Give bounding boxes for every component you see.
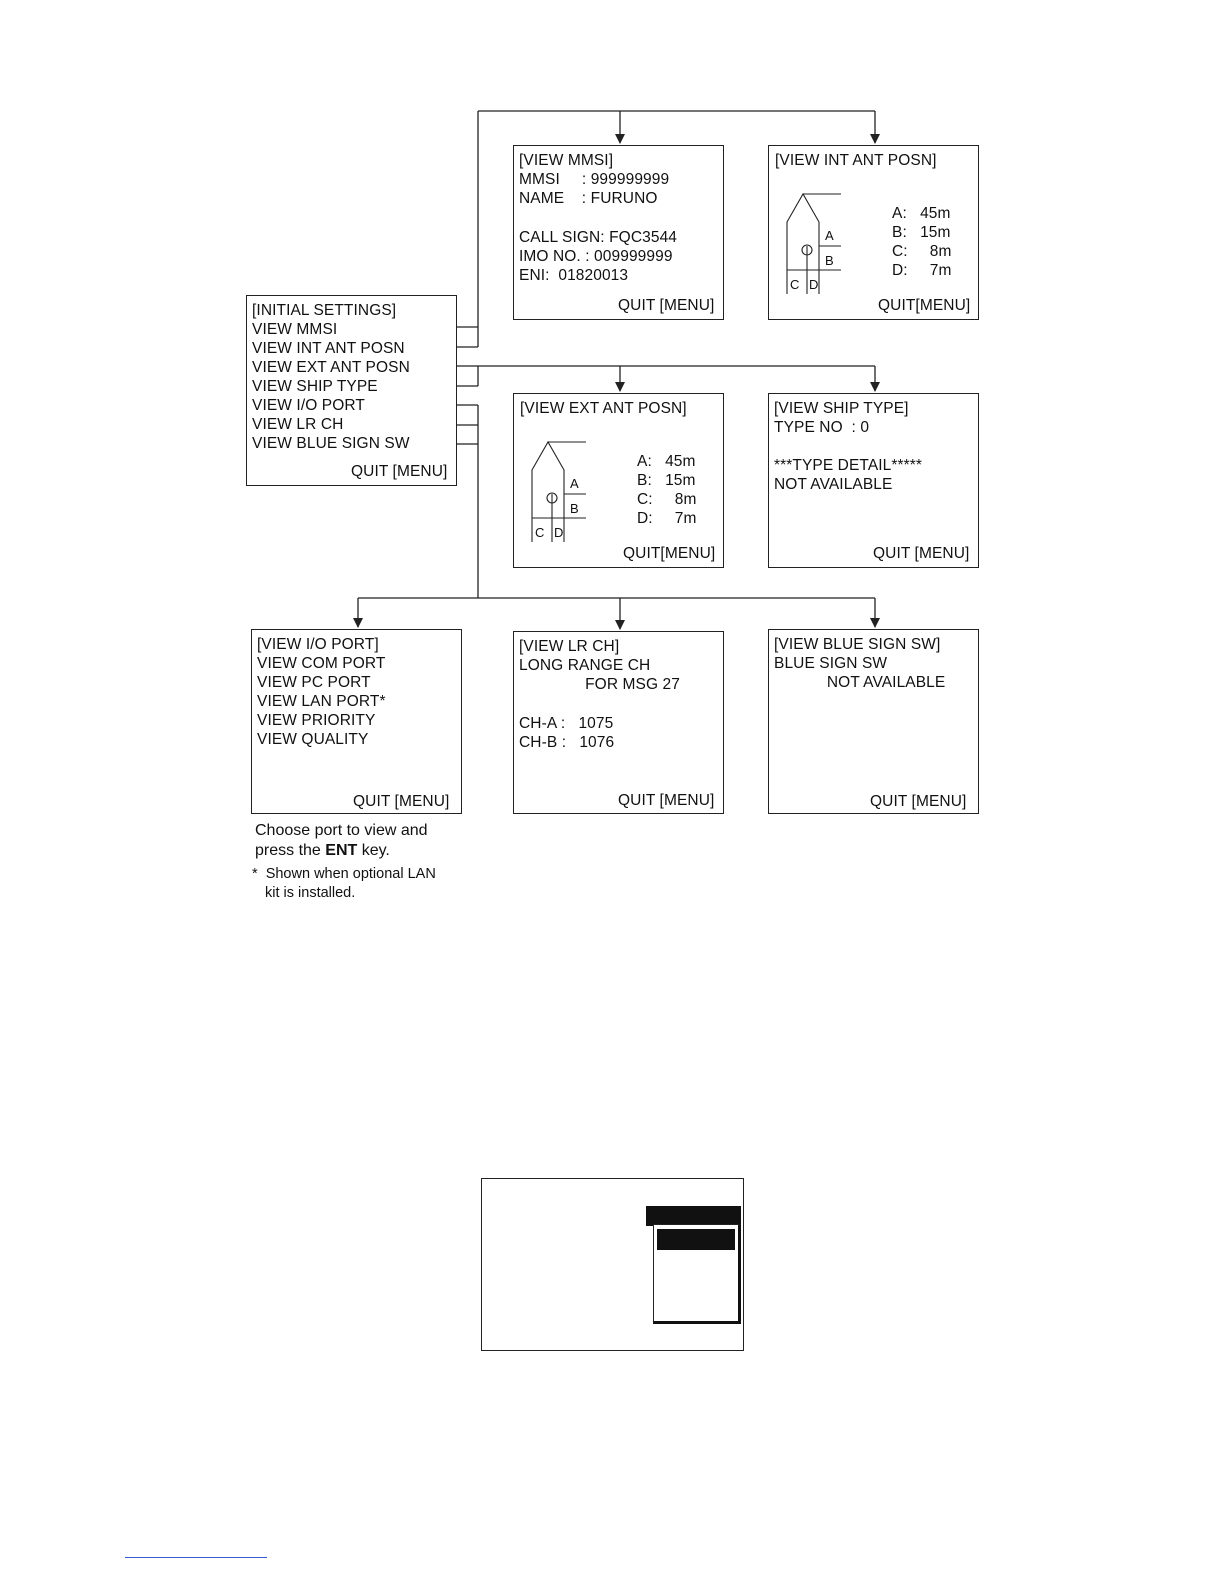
menu-title-bar [646,1206,741,1226]
for-msg-label: FOR MSG 27 [519,676,680,693]
label-d: D [554,525,564,540]
menu-item-view-lan-port[interactable]: VIEW LAN PORT* [257,693,386,710]
dim-d: D: 7m [637,510,697,527]
name-value: NAME : FURUNO [519,190,658,207]
dim-c: C: 8m [892,243,952,260]
ch-a-value: CH-A : 1075 [519,715,614,732]
quit-label[interactable]: QUIT[MENU] [878,297,971,314]
menu-item-view-priority[interactable]: VIEW PRIORITY [257,712,376,729]
label-b: B [825,253,834,268]
menu-item-view-ext-ant-posn[interactable]: VIEW EXT ANT POSN [252,359,410,376]
initial-settings-menu [246,295,457,486]
type-detail-value: NOT AVAILABLE [774,476,893,493]
view-blue-sign-sw-screen [768,629,979,814]
view-int-ant-title: [VIEW INT ANT POSN] [775,152,937,169]
label-a: A [570,476,579,491]
label-a: A [825,228,834,243]
blue-sign-sw-value: NOT AVAILABLE [774,674,946,691]
blue-sign-sw-label: BLUE SIGN SW [774,655,888,672]
footer-rule [125,1557,267,1558]
menu-item-view-blue-sign-sw[interactable]: VIEW BLUE SIGN SW [252,435,410,452]
dim-c: C: 8m [637,491,697,508]
menu-item-view-int-ant-posn[interactable]: VIEW INT ANT POSN [252,340,405,357]
menu-item-view-ship-type[interactable]: VIEW SHIP TYPE [252,378,378,395]
view-blue-sign-title: [VIEW BLUE SIGN SW] [774,636,941,653]
ship-antenna-diagram [530,438,590,542]
label-c: C [535,525,545,540]
quit-label[interactable]: QUIT [MENU] [870,793,967,810]
menu-item-view-lr-ch[interactable]: VIEW LR CH [252,416,344,433]
instruction-line-2: press the ENT key. [255,842,390,859]
view-ship-type-screen [768,393,979,568]
ship-antenna-diagram [785,190,845,294]
type-detail-label: ***TYPE DETAIL***** [774,457,923,474]
imo-value: IMO NO. : 009999999 [519,248,673,265]
initial-settings-title: [INITIAL SETTINGS] [252,302,397,319]
view-mmsi-screen [513,145,724,320]
quit-label[interactable]: QUIT[MENU] [623,545,716,562]
ent-key-label: ENT [325,842,358,859]
view-io-port-title: [VIEW I/O PORT] [257,636,379,653]
ch-b-value: CH-B : 1076 [519,734,615,751]
menu-item-view-quality[interactable]: VIEW QUALITY [257,731,369,748]
quit-label[interactable]: QUIT [MENU] [873,545,970,562]
view-ext-ant-title: [VIEW EXT ANT POSN] [520,400,687,417]
menu-item-view-mmsi[interactable]: VIEW MMSI [252,321,338,338]
label-d: D [809,277,819,292]
quit-label[interactable]: QUIT [MENU] [351,463,448,480]
dim-b: B: 15m [637,472,696,489]
type-no-value: TYPE NO : 0 [774,419,870,436]
quit-label[interactable]: QUIT [MENU] [618,792,715,809]
view-lr-ch-screen [513,631,724,814]
selected-menu-item[interactable] [657,1229,735,1250]
dim-a: A: 45m [892,205,951,222]
footnote-line-1: * Shown when optional LAN [252,866,436,882]
menu-item-view-com-port[interactable]: VIEW COM PORT [257,655,386,672]
label-b: B [570,501,579,516]
call-sign-value: CALL SIGN: FQC3544 [519,229,678,246]
menu-item-view-io-port[interactable]: VIEW I/O PORT [252,397,365,414]
dim-d: D: 7m [892,262,952,279]
quit-label[interactable]: QUIT [MENU] [353,793,450,810]
long-range-ch-label: LONG RANGE CH [519,657,651,674]
eni-value: ENI: 01820013 [519,267,629,284]
dim-b: B: 15m [892,224,951,241]
mmsi-value: MMSI : 999999999 [519,171,670,188]
label-c: C [790,277,800,292]
instruction-line-1: Choose port to view and [255,822,428,839]
menu-item-view-pc-port[interactable]: VIEW PC PORT [257,674,371,691]
view-lr-ch-title: [VIEW LR CH] [519,638,620,655]
view-mmsi-title: [VIEW MMSI] [519,152,614,169]
footnote-line-2: kit is installed. [265,885,356,901]
dim-a: A: 45m [637,453,696,470]
view-ship-type-title: [VIEW SHIP TYPE] [774,400,909,417]
quit-label[interactable]: QUIT [MENU] [618,297,715,314]
view-io-port-screen [251,629,462,814]
view-ext-ant-posn-screen [513,393,724,568]
view-int-ant-posn-screen [768,145,979,320]
